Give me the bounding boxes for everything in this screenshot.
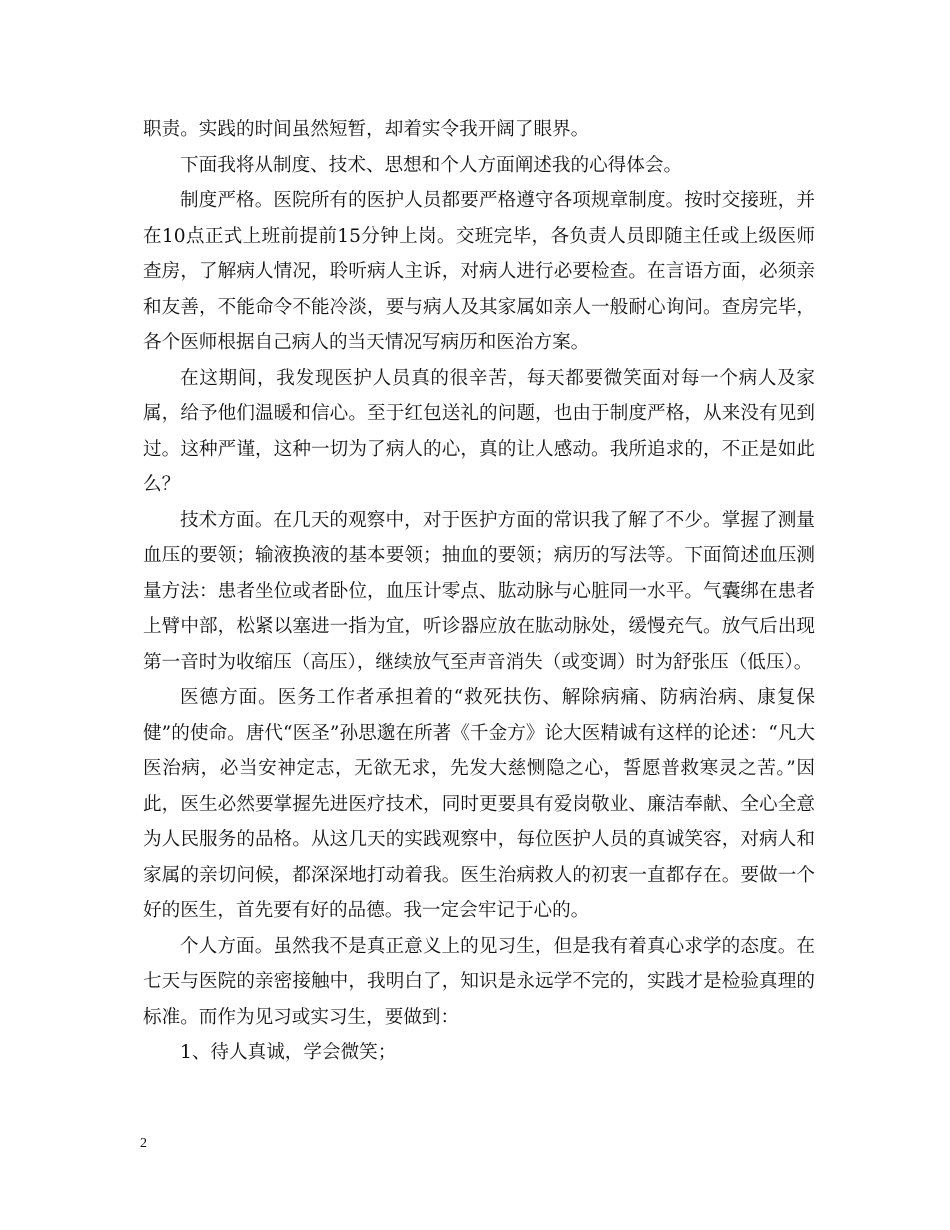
paragraph-5: 技术方面。在几天的观察中，对于医护方面的常识我了解了不少。掌握了测量血压的要领；输液换液的基本要领；抽血的要领；病历的写法等。下面简述血压测量方法：患者坐位或者卧位，血压计零点、肱动脉与心脏同一水平。气囊绑在患者上臂中部，松紧以塞进一指为宜，听诊器应放在肱动脉处，缓慢充气。放气后出现第一音时为收缩压（高压），继续放气至声音消失（或变调）时为舒张压（低压）。 bbox=[143, 509, 815, 673]
paragraph-1: 职责。实践的时间虽然短暂，却着实令我开阔了眼界。 bbox=[143, 119, 590, 140]
paragraph-7: 个人方面。虽然我不是真正意义上的见习生，但是我有着真心求学的态度。在七天与医院的亲密接触中，我明白了，知识是永远学不完的，实践才是检验真理的标准。而作为见习或实习生，要做到： bbox=[143, 935, 815, 1028]
paragraph-6: 医德方面。医务工作者承担着的“救死扶伤、解除病痛、防病治病、康复保健”的使命。唐代“医圣”孙思邈在所著《千金方》论大医精诚有这样的论述：“凡大医治病，必当安神定志，无欲无求，先发大慈恻隐之心，誓愿普救寒灵之苦。”因此，医生必然要掌握先进医疗技术，同时更要具有爱岗敬业、廉洁奉献、全心全意为人民服务的品格。从这几天的实践观察中，每位医护人员的真诚笑容，对病人和家属的亲切问候，都深深地打动着我。医生治病救人的初衷一直都存在。要做一个好的医生，首先要有好的品德。我一定会牢记于心的。 bbox=[143, 687, 815, 921]
paragraph-8: 1、待人真诚，学会微笑； bbox=[180, 1042, 397, 1063]
page-number: 2 bbox=[140, 1136, 147, 1151]
paragraph-2: 下面我将从制度、技术、思想和个人方面阐述我的心得体会。 bbox=[180, 154, 683, 176]
paragraph-4: 在这期间，我发现医护人员真的很辛苦，每天都要微笑面对每一个病人及家属，给予他们温暖和信心。至于红包送礼的问题，也由于制度严格，从来没有见到过。这种严谨，这种一切为了病人的心，真的让人感动。我所追求的，不正是如此么？ bbox=[143, 367, 815, 495]
document-body bbox=[143, 112, 815, 1071]
paragraph-3: 制度严格。医院所有的医护人员都要严格遵守各项规章制度。按时交接班，并在10点正式上班前提前15分钟上岗。交班完毕，各负责人员即随主任或上级医师查房，了解病人情况，聆听病人主诉，对病人进行必要检查。在言语方面，必须亲和友善，不能命令不能冷淡，要与病人及其家属如亲人一般耐心询问。查房完毕，各个医师根据自己病人的当天情况写病历和医治方案。 bbox=[143, 190, 815, 353]
